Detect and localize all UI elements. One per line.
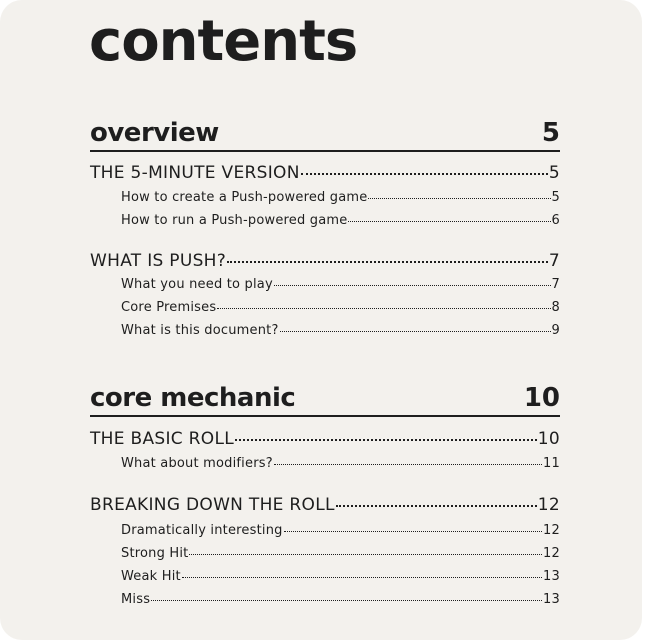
- toc-subentry[interactable]: [121, 456, 560, 471]
- toc-entry-label: How to create a Push-powered game: [121, 190, 368, 205]
- toc-entry-label: BREAKING DOWN THE ROLL: [90, 495, 335, 515]
- toc-entry-page: 12: [543, 523, 560, 538]
- toc-subentry[interactable]: [121, 546, 560, 561]
- toc-entry-label: THE BASIC ROLL: [90, 429, 235, 449]
- toc-entry-page: 13: [543, 592, 560, 607]
- toc-entry-label: WHAT IS PUSH?: [90, 251, 227, 271]
- toc-entry-label: Strong Hit: [121, 546, 189, 561]
- toc-entry-page: 5: [551, 190, 560, 205]
- toc-subentry[interactable]: [121, 213, 560, 228]
- toc-entry-page: 12: [543, 546, 560, 561]
- page-title: contents: [89, 9, 358, 74]
- dot-leader: [284, 531, 542, 532]
- toc-entry-label: Dramatically interesting: [121, 523, 283, 538]
- dot-leader: [274, 464, 542, 465]
- dot-leader: [151, 600, 542, 601]
- toc-entry-label: What is this document?: [121, 323, 279, 338]
- dot-leader: [301, 173, 548, 175]
- dot-leader: [227, 261, 548, 263]
- toc-entry[interactable]: [90, 495, 560, 515]
- dot-leader: [235, 439, 537, 441]
- toc-entry-page: 8: [551, 300, 560, 315]
- toc-entry-page: 7: [548, 251, 560, 271]
- dot-leader: [368, 198, 550, 199]
- toc-entry-page: 5: [548, 163, 560, 183]
- toc-entry-label: THE 5-MINUTE VERSION: [90, 163, 300, 183]
- toc-subentry[interactable]: [121, 190, 560, 205]
- toc-subentry[interactable]: [121, 300, 560, 315]
- toc-entry-page: 13: [543, 569, 560, 584]
- section-label: core mechanic: [90, 383, 296, 413]
- toc-entry[interactable]: [90, 163, 560, 183]
- toc-entry-page: 6: [551, 213, 560, 228]
- toc-subentry[interactable]: [121, 569, 560, 584]
- section-page-number: 10: [523, 383, 560, 413]
- section-page-number: 5: [541, 118, 560, 148]
- section-heading-overview[interactable]: [90, 114, 560, 152]
- toc-entry-page: 11: [543, 456, 560, 471]
- toc-entry-label: Weak Hit: [121, 569, 181, 584]
- toc-subentry[interactable]: [121, 277, 560, 292]
- toc-entry-page: 12: [537, 495, 560, 515]
- dot-leader: [274, 285, 551, 286]
- toc-subentry[interactable]: [121, 592, 560, 607]
- dot-leader: [217, 308, 550, 309]
- dot-leader: [348, 221, 550, 222]
- dot-leader: [189, 554, 542, 555]
- toc-entry-page: 10: [537, 429, 560, 449]
- dot-leader: [182, 577, 542, 578]
- toc-entry-label: Miss: [121, 592, 151, 607]
- toc-entry-label: How to run a Push-powered game: [121, 213, 348, 228]
- section-label: overview: [90, 118, 219, 148]
- toc-entry-page: 9: [551, 323, 560, 338]
- dot-leader: [280, 331, 551, 332]
- toc-entry-page: 7: [551, 277, 560, 292]
- toc-subentry[interactable]: [121, 323, 560, 338]
- toc-entry[interactable]: [90, 251, 560, 271]
- dot-leader: [336, 505, 537, 507]
- toc-entry-label: Core Premises: [121, 300, 217, 315]
- toc-entry[interactable]: [90, 429, 560, 449]
- section-heading-core-mechanic[interactable]: [90, 379, 560, 417]
- toc-entry-label: What you need to play: [121, 277, 273, 292]
- toc-subentry[interactable]: [121, 523, 560, 538]
- toc-entry-label: What about modifiers?: [121, 456, 273, 471]
